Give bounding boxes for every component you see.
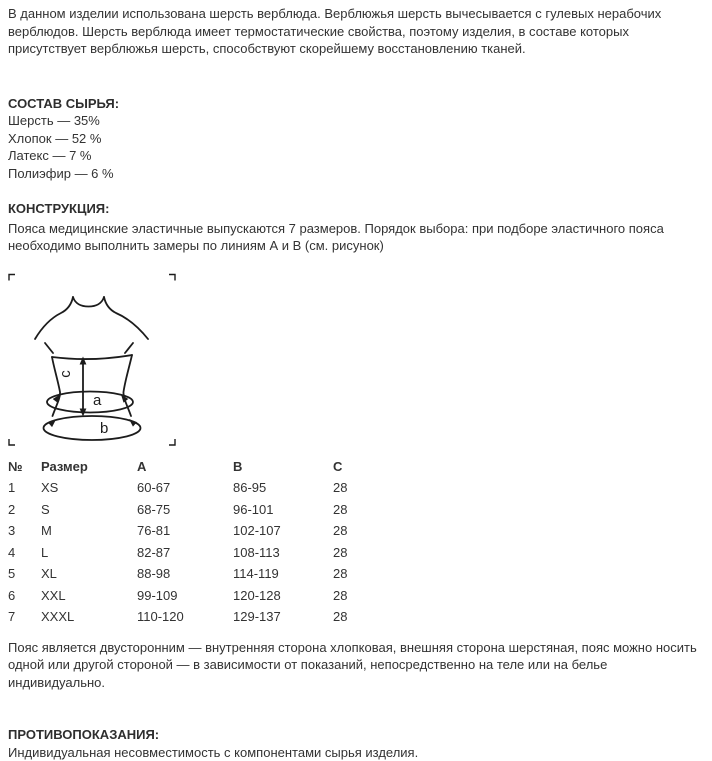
figure-label-b: b	[100, 420, 108, 437]
table-cell: 129-137	[233, 606, 333, 628]
composition-list	[8, 112, 706, 182]
composition-heading: СОСТАВ СЫРЬЯ:	[8, 95, 706, 113]
table-cell: 88-98	[137, 563, 233, 585]
table-cell: 5	[8, 563, 41, 585]
reversible-note-paragraph: Пояс является двусторонним — внутренняя сторона хлопковая, внешняя сторона шерстяная, пояс можно носить одной или другой стороной — в зависимости от показаний, непосредственно на теле или на белье индивидуально.	[8, 639, 706, 692]
table-cell: 1	[8, 477, 41, 499]
torso-outline	[35, 297, 148, 440]
table-cell: 4	[8, 542, 41, 564]
composition-item: Шерсть — 35%	[8, 112, 706, 130]
table-cell: 68-75	[137, 499, 233, 521]
table-row	[8, 499, 400, 521]
figure-label-c: c	[57, 369, 74, 377]
table-cell: 28	[333, 542, 400, 564]
table-cell: 76-81	[137, 520, 233, 542]
table-cell: 3	[8, 520, 41, 542]
contraindications-heading: ПРОТИВОПОКАЗАНИЯ:	[8, 726, 706, 744]
table-cell: 28	[333, 520, 400, 542]
table-cell: 99-109	[137, 585, 233, 607]
table-cell: 110-120	[137, 606, 233, 628]
table-cell: XL	[41, 563, 137, 585]
table-cell: S	[41, 499, 137, 521]
intro-paragraph: В данном изделии использована шерсть верблюда. Верблюжья шерсть вычесывается с гулевых нерабочих верблюдов. Шерсть верблюда имеет термостатические свойства, поэтому изделия, в составе которых присутствует верблюжья шерсть, способствуют скорейшему восстановлению тканей.	[8, 5, 706, 58]
size-table-column-header: B	[233, 456, 333, 478]
table-cell: 82-87	[137, 542, 233, 564]
torso-measurement-diagram	[8, 271, 188, 449]
size-table-header-row	[8, 456, 400, 478]
table-cell: 28	[333, 477, 400, 499]
table-cell: L	[41, 542, 137, 564]
table-cell: M	[41, 520, 137, 542]
size-table-column-header: A	[137, 456, 233, 478]
figure-label-a: a	[93, 392, 102, 409]
table-cell: 102-107	[233, 520, 333, 542]
table-row	[8, 520, 400, 542]
size-table-column-header: Размер	[41, 456, 137, 478]
table-cell: 108-113	[233, 542, 333, 564]
table-cell: XXXL	[41, 606, 137, 628]
contraindications-paragraph: Индивидуальная несовместимость с компонентами сырья изделия.	[8, 744, 706, 761]
table-row	[8, 477, 400, 499]
table-cell: 6	[8, 585, 41, 607]
table-cell: XS	[41, 477, 137, 499]
table-cell: 60-67	[137, 477, 233, 499]
table-cell: 86-95	[233, 477, 333, 499]
construction-paragraph: Пояса медицинские эластичные выпускаются 7 размеров. Порядок выбора: при подборе эластичного пояса необходимо выполнить замеры по линиям А и В (см. рисунок)	[8, 220, 706, 255]
table-cell: 2	[8, 499, 41, 521]
table-cell: 28	[333, 585, 400, 607]
size-table-column-header: C	[333, 456, 400, 478]
table-cell: 28	[333, 606, 400, 628]
size-table-column-header: №	[8, 456, 41, 478]
composition-item: Полиэфир — 6 %	[8, 165, 706, 183]
measurement-figure	[8, 271, 706, 449]
table-row	[8, 542, 400, 564]
composition-item: Хлопок — 52 %	[8, 130, 706, 148]
construction-heading: КОНСТРУКЦИЯ:	[8, 200, 706, 218]
table-cell: XXL	[41, 585, 137, 607]
table-row	[8, 585, 400, 607]
table-row	[8, 606, 400, 628]
table-cell: 114-119	[233, 563, 333, 585]
table-cell: 7	[8, 606, 41, 628]
composition-item: Латекс — 7 %	[8, 147, 706, 165]
table-cell: 28	[333, 499, 400, 521]
table-cell: 96-101	[233, 499, 333, 521]
table-row	[8, 563, 400, 585]
table-cell: 120-128	[233, 585, 333, 607]
size-table	[8, 456, 400, 628]
table-cell: 28	[333, 563, 400, 585]
